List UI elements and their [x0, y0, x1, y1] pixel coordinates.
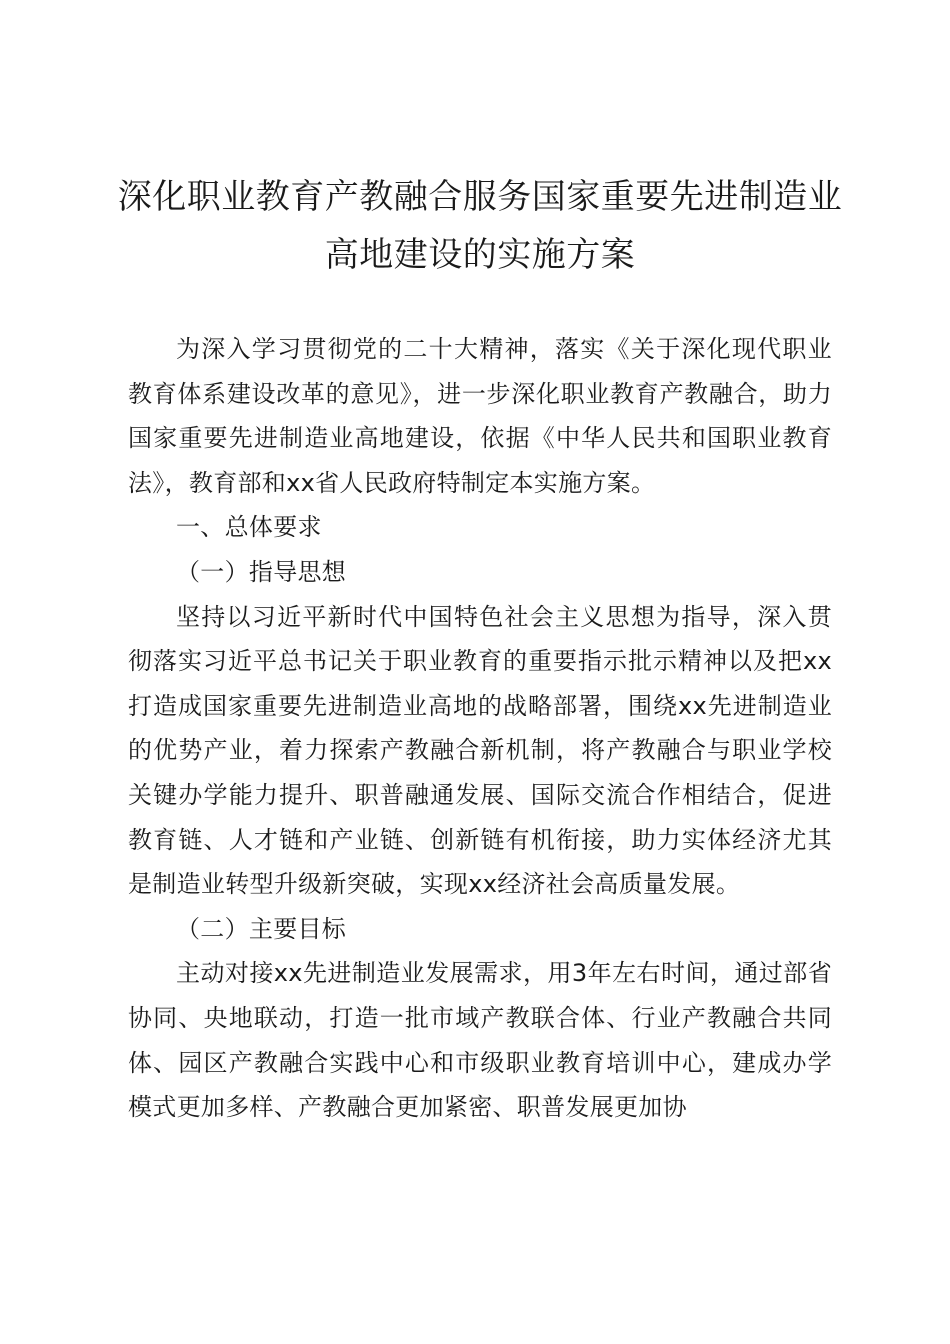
subsection-heading-main-goals: （二）主要目标	[176, 914, 347, 943]
intro-paragraph: 为深入学习贯彻党的二十大精神，落实《关于深化现代职业教育体系建设改革的意见》，进一步深化职业教育产教融合，助力国家重要先进制造业高地建设，依据《中华人民共和国职业教育法》，教育部和xx省人民政府特制定本实施方案。	[128, 335, 832, 497]
guiding-ideology-paragraph: 坚持以习近平新时代中国特色社会主义思想为指导，深入贯彻落实习近平总书记关于职业教育的重要指示批示精神以及把xx打造成国家重要先进制造业高地的战略部署，围绕xx先进制造业的优势产业，着力探索产教融合新机制，将产教融合与职业学校关键办学能力提升、职普融通发展、国际交流合作相结合，促进教育链、人才链和产业链、创新链有机衔接，助力实体经济尤其是制造业转型升级新突破，实现xx经济社会高质量发展。	[128, 602, 832, 899]
section-heading-overall-requirements: 一、总体要求	[176, 513, 322, 542]
subsection-heading-guiding-ideology: （一）指导思想	[176, 557, 347, 586]
document-body	[128, 327, 832, 1130]
document-title: 深化职业教育产教融合服务国家重要先进制造业高地建设的实施方案	[117, 177, 843, 275]
main-goals-paragraph: 主动对接xx先进制造业发展需求，用3年左右时间，通过部省协同、央地联动，打造一批市域产教联合体、行业产教融合共同体、园区产教融合实践中心和市级职业教育培训中心，建成办学模式更加多样、产教融合更加紧密、职普发展更加协	[128, 959, 832, 1122]
